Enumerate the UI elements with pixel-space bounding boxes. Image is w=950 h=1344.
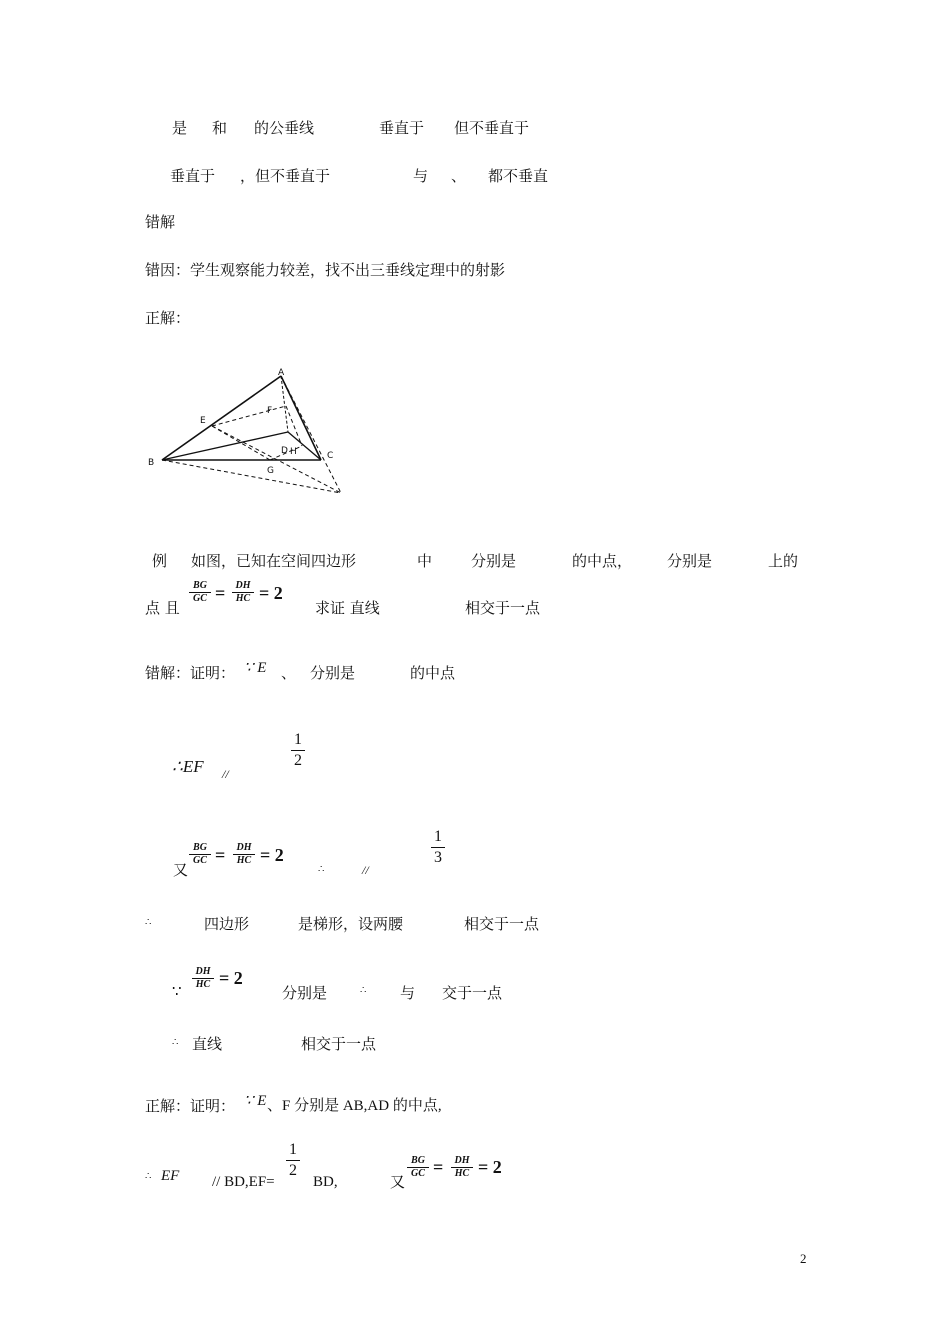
equals-sign-4: = xyxy=(433,1157,444,1177)
frac3-dh-hc: DH HC xyxy=(192,966,214,990)
label-h: H xyxy=(290,447,297,457)
frac-dh-hc: DH HC xyxy=(232,580,254,604)
correct-solution-heading: 正解： xyxy=(145,309,191,327)
therefore-5: ∴ xyxy=(172,1037,179,1048)
ex-word-7: 上的 xyxy=(768,552,799,570)
parallel-sign-2: // xyxy=(362,863,369,877)
ex-word-2: 如图，已知在空间四边形 xyxy=(191,552,357,570)
frac4-dh-hc: DH HC xyxy=(451,1155,473,1179)
error-cause: 错因：学生观察能力较差，找不出三垂线定理中的射影 xyxy=(145,261,506,279)
fraction-half: 1 2 xyxy=(291,731,305,770)
label-c: C xyxy=(327,451,334,461)
fraction-half-2: 1 2 xyxy=(286,1141,300,1180)
bd-text: BD, xyxy=(313,1174,338,1190)
parallel-sign: // xyxy=(222,767,229,781)
because-e-2: ∵ E xyxy=(244,1093,267,1109)
geometry-figure xyxy=(140,360,360,510)
yu-text: 与 xyxy=(400,984,416,1002)
par-bd-text: // BD,EF= xyxy=(212,1174,275,1190)
frac4-bg-gc: BG GC xyxy=(407,1155,429,1179)
label-g: G xyxy=(267,466,274,476)
correct-proof-intro: 正解：证明： xyxy=(145,1097,236,1115)
trapezoid-text: 是梯形，设两腰 xyxy=(298,915,404,933)
label-f: F xyxy=(267,406,273,416)
l1-word-5: 但不垂直于 xyxy=(454,119,530,137)
l1-word-3: 的公垂线 xyxy=(254,119,315,137)
label-e: E xyxy=(200,416,206,426)
ex-word-6: 分别是 xyxy=(667,552,713,570)
jiao-text: 交于一点 xyxy=(442,984,503,1002)
because-sign: ∵ xyxy=(172,982,182,1000)
page-number: 2 xyxy=(800,1251,807,1266)
frac-bg-gc: BG GC xyxy=(189,580,211,604)
ex-row2-prefix: 点 且 xyxy=(145,599,180,617)
therefore-dot: ∴ xyxy=(318,864,325,875)
therefore-3: ∴ xyxy=(145,917,152,928)
ex-word-5: 的中点， xyxy=(572,552,633,570)
equals-two-2: = 2 xyxy=(260,845,284,865)
frac2-dh-hc: DH HC xyxy=(233,842,255,866)
wrong-proof-intro: 错解：证明： xyxy=(145,664,236,682)
label-a: A xyxy=(278,368,285,378)
therefore-ef: ∴EF xyxy=(172,757,204,776)
meet-text-2: 相交于一点 xyxy=(301,1035,377,1053)
therefore-4: ∴ xyxy=(360,985,367,996)
l1-word-1: 是 xyxy=(172,119,188,137)
ex-word-1: 例 xyxy=(152,552,168,570)
l2-word-3: 与 xyxy=(413,167,429,185)
correct-proof-rest: 、F 分别是 AB,AD 的中点, xyxy=(267,1098,442,1114)
wrong-solution-heading: 错解 xyxy=(145,213,176,231)
wp-midpoint: 的中点 xyxy=(410,664,456,682)
equals-sign-2: = xyxy=(215,845,226,865)
frac2-bg-gc: BG GC xyxy=(189,842,211,866)
ex-word-4: 分别是 xyxy=(471,552,517,570)
also-label-2: 又 xyxy=(390,1173,406,1191)
label-b: B xyxy=(148,458,155,468)
equals-two-4: = 2 xyxy=(478,1157,502,1177)
prove-line: 求证 直线 xyxy=(315,599,380,617)
therefore-6: ∴ xyxy=(145,1171,152,1182)
label-d: D xyxy=(281,446,288,456)
l1-word-4: 垂直于 xyxy=(379,119,425,137)
fraction-third: 1 3 xyxy=(431,828,445,867)
l2-word-2: ，但不垂直于 xyxy=(240,167,331,185)
line-text: 直线 xyxy=(192,1035,223,1053)
l2-word-4: 、 xyxy=(451,167,467,185)
also-label: 又 xyxy=(173,861,189,879)
equals-two-3: = 2 xyxy=(219,968,243,988)
equals-two: = 2 xyxy=(259,583,283,603)
wp-sep: 、 xyxy=(281,664,297,682)
fen-bie-text: 分别是 xyxy=(282,984,328,1002)
meet-at-point: 相交于一点 xyxy=(465,599,541,617)
meet-text: 相交于一点 xyxy=(464,915,540,933)
because-e: ∵ E xyxy=(244,660,267,676)
l1-word-2: 和 xyxy=(212,119,228,137)
ef-label: EF xyxy=(161,1168,180,1184)
ex-word-3: 中 xyxy=(417,552,433,570)
l2-word-5: 都不垂直 xyxy=(488,167,549,185)
equals-sign: = xyxy=(215,583,226,603)
wp-are: 分别是 xyxy=(310,664,356,682)
quad-label: 四边形 xyxy=(204,915,250,933)
l2-word-1: 垂直于 xyxy=(170,167,216,185)
